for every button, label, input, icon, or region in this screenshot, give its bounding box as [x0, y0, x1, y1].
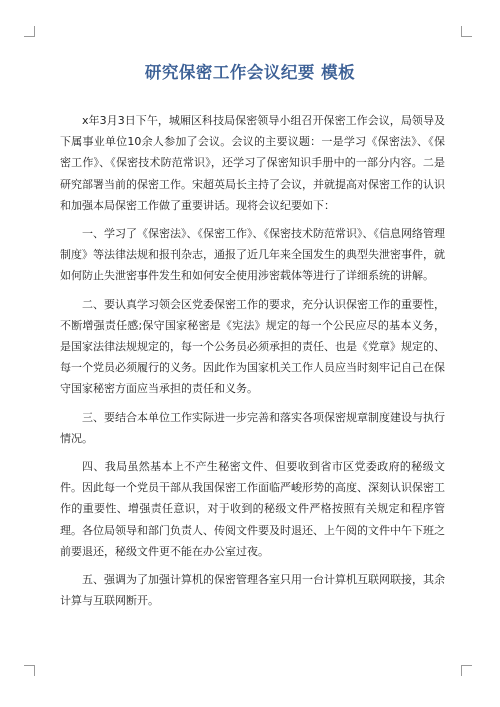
- document-title: 研究保密工作会议纪要 模板: [144, 63, 356, 82]
- crop-mark-top-left: [24, 26, 35, 37]
- paragraph-item-3: 三、要结合本单位工作实际进一步完善和落实各项保密规章制度建设与执行情况。: [60, 410, 445, 445]
- paragraph-item-4: 四、我局虽然基本上不产生秘密文件、但要收到省市区党委政府的秘级文件。因此每一个党员干部从我国保密工作面临严峻形势的高度、深刻认识保密工作的重要性、增强责任意识，对于收到的秘级文件严格按照有关规定和程序管理。各位局领导和部门负责人、传阅文件要及时退还、上午阅的文件中午下班之前要退还，秘级文件更不能在办公室过夜。: [60, 460, 445, 558]
- paragraph-item-1: 一、学习了《保密法》、《保密工作》、《保密技术防范常识》、《信息网络管理制度》等法律法规和报刊杂志，通报了近几年来全国发生的典型失泄密事件，就如何防止失泄密事件发生和如何安全使用涉密载体等进行了详细系统的讲解。: [60, 227, 445, 283]
- document-body: [60, 110, 445, 618]
- paragraph-item-5: 五、强调为了加强计算机的保密管理各室只用一台计算机互联网联接，其余计算与互联网断开。: [60, 573, 445, 608]
- crop-mark-bottom-left: [24, 665, 35, 676]
- paragraph-intro: x年3月3日下午，城厢区科技局保密领导小组召开保密工作会议，局领导及下属事业单位10余人参加了会议。会议的主要议题：一是学习《保密法》、《保密工作》、《保密技术防范常识》，还学习了保密知识手册中的一部分内容。二是研究部署当前的保密工作。宋超英局长主持了会议，并就提高对保密工作的认识和加强本局保密工作做了重要讲话。现将会议纪要如下：: [60, 114, 445, 212]
- crop-mark-top-right: [461, 26, 472, 37]
- paragraph-item-2: 二、要认真学习领会区党委保密工作的要求，充分认识保密工作的重要性，不断增强责任感;保守国家秘密是《宪法》规定的每一个公民应尽的基本义务，是国家法律法规规定的，每一个公务员必须承担的责任、也是《党章》规定的、每一个党员必须履行的义务。因此作为国家机关工作人员应当时刻牢记自己在保守国家秘密方面应当承担的责任和义务。: [60, 297, 445, 396]
- crop-mark-bottom-right: [461, 665, 472, 676]
